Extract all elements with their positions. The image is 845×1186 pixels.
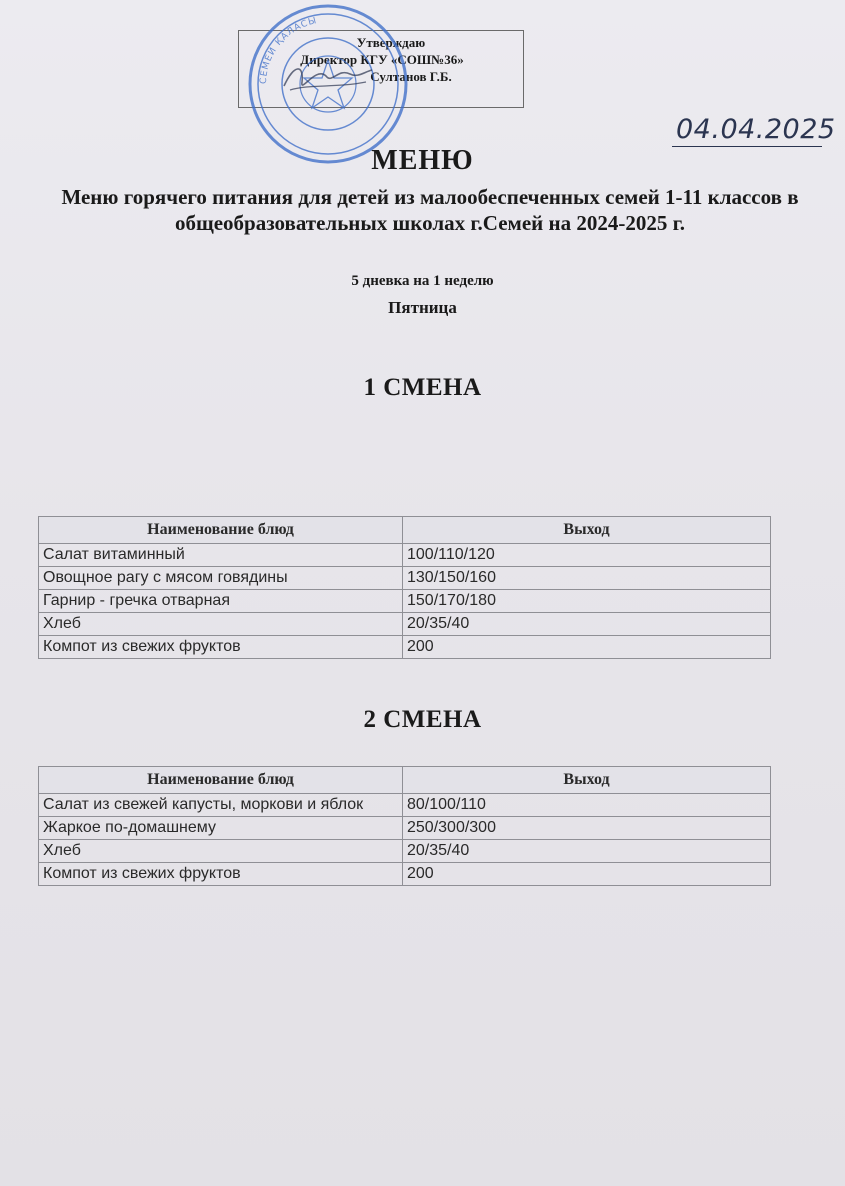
- column-header-portion: Выход: [403, 767, 771, 794]
- dish-name: Салат витаминный: [39, 544, 403, 567]
- menu-subtitle: Меню горячего питания для детей из малообеспеченных семей 1-11 классов в общеобразовательных школах г.Семей на 2024-2025 г.: [61, 185, 799, 235]
- column-header-dish: Наименование блюд: [39, 517, 403, 544]
- dish-name: Хлеб: [39, 613, 403, 636]
- shift-1-menu-table: [38, 516, 771, 659]
- day-of-week: Пятница: [388, 298, 457, 317]
- shift-2-menu-table: [38, 766, 771, 886]
- dish-name: Жаркое по-домашнему: [39, 817, 403, 840]
- column-header-portion: Выход: [403, 517, 771, 544]
- column-header-dish: Наименование блюд: [39, 767, 403, 794]
- table-row: [39, 817, 771, 840]
- dish-name: Овощное рагу с мясом говядины: [39, 567, 403, 590]
- director-signature: [280, 58, 375, 98]
- week-note: 5 дневка на 1 неделю: [351, 273, 494, 289]
- signer-name: Султанов Г.Б.: [370, 69, 452, 84]
- portion-size: 200: [403, 636, 771, 659]
- portion-size: 20/35/40: [403, 840, 771, 863]
- portion-size: 130/150/160: [403, 567, 771, 590]
- table-row: [39, 544, 771, 567]
- dish-name: Компот из свежих фруктов: [39, 863, 403, 886]
- table-row: [39, 794, 771, 817]
- portion-size: 250/300/300: [403, 817, 771, 840]
- shift-2-title: 2 СМЕНА: [363, 706, 482, 733]
- table-row: [39, 636, 771, 659]
- portion-size: 150/170/180: [403, 590, 771, 613]
- table-row: [39, 863, 771, 886]
- table-header-row: [39, 767, 771, 794]
- dish-name: Хлеб: [39, 840, 403, 863]
- portion-size: 20/35/40: [403, 613, 771, 636]
- portion-size: 80/100/110: [403, 794, 771, 817]
- dish-name: Салат из свежей капусты, моркови и яблок: [39, 794, 403, 817]
- table-header-row: [39, 517, 771, 544]
- portion-size: 100/110/120: [403, 544, 771, 567]
- seal-text: СЕМЕЙ ҚАЛАСЫ: [258, 15, 319, 85]
- table-row: [39, 613, 771, 636]
- portion-size: 200: [403, 863, 771, 886]
- table-row: [39, 590, 771, 613]
- handwritten-date: 04.04.2025: [676, 114, 836, 145]
- approval-label: Утверждаю: [356, 35, 426, 50]
- table-row: [39, 567, 771, 590]
- table-row: [39, 840, 771, 863]
- page-title: МЕНЮ: [371, 145, 474, 176]
- shift-1-title: 1 СМЕНА: [363, 374, 482, 401]
- dish-name: Компот из свежих фруктов: [39, 636, 403, 659]
- director-label: Директор КГУ «СОШ№36»: [300, 52, 464, 67]
- dish-name: Гарнир - гречка отварная: [39, 590, 403, 613]
